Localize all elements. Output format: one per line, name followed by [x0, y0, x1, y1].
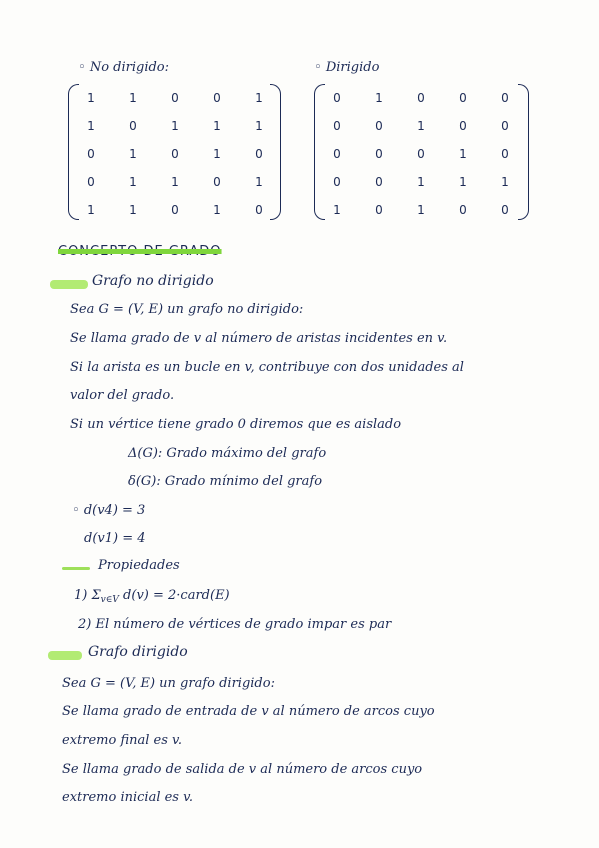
matrix-cell: 1 [213, 147, 221, 161]
bullet-icon: ◦ [314, 60, 326, 75]
matrix-cell: 0 [255, 147, 263, 161]
bullet-icon: ◦ [78, 60, 90, 75]
directed-adjacency-matrix [316, 84, 526, 224]
matrix-cell: 0 [255, 203, 263, 217]
matrix-cell: 0 [501, 147, 509, 161]
matrix-cell: 1 [375, 91, 383, 105]
directed-line-4: Se llama grado de salida de v al número de arcos cuyo [62, 762, 423, 777]
highlighter-mark [62, 567, 90, 570]
section-title: CONCEPTO DE GRADO [58, 244, 222, 259]
directed-line-3: extremo final es v. [62, 733, 182, 748]
matrix-cell: 1 [417, 119, 425, 133]
max-degree-definition: Δ(G): Grado máximo del grafo [128, 446, 327, 461]
directed-line-5: extremo inicial es v. [62, 790, 194, 805]
properties-heading: Propiedades [98, 558, 180, 573]
property-1-sum: 1) Σ [74, 588, 101, 603]
matrix-cell: 1 [129, 175, 137, 189]
highlighter-mark [50, 280, 88, 289]
undirected-label-text: No dirigido: [89, 60, 170, 75]
undirected-line-5: Si un vértice tiene grado 0 diremos que es aislado [70, 417, 402, 432]
undirected-heading: Grafo no dirigido [92, 273, 214, 289]
matrix-cell: 1 [87, 91, 95, 105]
matrix-cell: 1 [213, 203, 221, 217]
undirected-line-4: valor del grado. [70, 388, 175, 403]
matrix-cell: 1 [255, 175, 263, 189]
matrix-cell: 1 [255, 119, 263, 133]
undirected-line-1: Sea G = (V, E) un grafo no dirigido: [70, 302, 304, 317]
matrix-cell: 1 [129, 147, 137, 161]
undirected-line-2: Se llama grado de v al número de aristas incidentes en v. [70, 331, 448, 346]
matrix-cell: 0 [375, 203, 383, 217]
matrix-cell: 0 [375, 175, 383, 189]
degree-example-2: d(v1) = 4 [84, 531, 146, 546]
matrix-cell: 0 [171, 147, 179, 161]
matrix-cell: 0 [459, 91, 467, 105]
min-degree-definition: δ(G): Grado mínimo del grafo [128, 474, 323, 489]
matrix-cell: 0 [375, 119, 383, 133]
property-1-rest: d(v) = 2·card(E) [118, 588, 230, 603]
matrix-cell: 0 [333, 147, 341, 161]
matrix-cell: 1 [501, 175, 509, 189]
matrix-cell: 1 [129, 91, 137, 105]
matrix-cell: 0 [333, 175, 341, 189]
matrix-cell: 0 [129, 119, 137, 133]
matrix-cell: 0 [171, 91, 179, 105]
matrix-cell: 0 [501, 91, 509, 105]
highlighter-mark [48, 651, 82, 660]
undirected-adjacency-matrix [70, 84, 280, 224]
directed-line-2: Se llama grado de entrada de v al número de arcos cuyo [62, 704, 435, 719]
matrix-cell: 0 [417, 91, 425, 105]
directed-matrix-label [314, 60, 379, 75]
matrix-cell: 0 [375, 147, 383, 161]
matrix-cell: 0 [501, 119, 509, 133]
matrix-cell: 1 [255, 91, 263, 105]
matrix-cell: 1 [87, 203, 95, 217]
matrix-cell: 0 [333, 119, 341, 133]
matrix-cell: 1 [171, 119, 179, 133]
matrix-cell: 1 [171, 175, 179, 189]
matrix-cell: 1 [459, 175, 467, 189]
matrix-cell: 0 [459, 203, 467, 217]
undirected-matrix-label [78, 60, 169, 75]
matrix-bracket-right [518, 84, 529, 220]
matrix-cell: 1 [417, 203, 425, 217]
directed-label-text: Dirigido [325, 60, 380, 75]
matrix-cell: 1 [87, 119, 95, 133]
matrix-cell: 1 [129, 203, 137, 217]
matrix-cell: 0 [213, 175, 221, 189]
property-1 [74, 588, 230, 605]
bullet-icon: ◦ [72, 503, 84, 518]
matrix-cell: 0 [87, 147, 95, 161]
matrix-bracket-right [270, 84, 281, 220]
matrix-cell: 0 [417, 147, 425, 161]
degree-example-1-text: d(v4) = 3 [83, 503, 146, 518]
matrix-cell: 0 [501, 203, 509, 217]
matrix-cell: 1 [459, 147, 467, 161]
matrix-cell: 0 [87, 175, 95, 189]
matrix-cell: 0 [171, 203, 179, 217]
matrix-cell: 0 [333, 91, 341, 105]
matrix-cell: 1 [417, 175, 425, 189]
undirected-line-3: Si la arista es un bucle en v, contribuye con dos unidades al [70, 360, 464, 375]
matrix-cell: 1 [213, 119, 221, 133]
matrix-cell: 1 [333, 203, 341, 217]
degree-example-1 [72, 503, 145, 518]
property-2: 2) El número de vértices de grado impar es par [78, 617, 392, 632]
matrix-cell: 0 [213, 91, 221, 105]
directed-heading: Grafo dirigido [88, 644, 188, 660]
directed-line-1: Sea G = (V, E) un grafo dirigido: [62, 676, 275, 691]
property-1-subscript: v∈V [100, 595, 119, 605]
matrix-cell: 0 [459, 119, 467, 133]
